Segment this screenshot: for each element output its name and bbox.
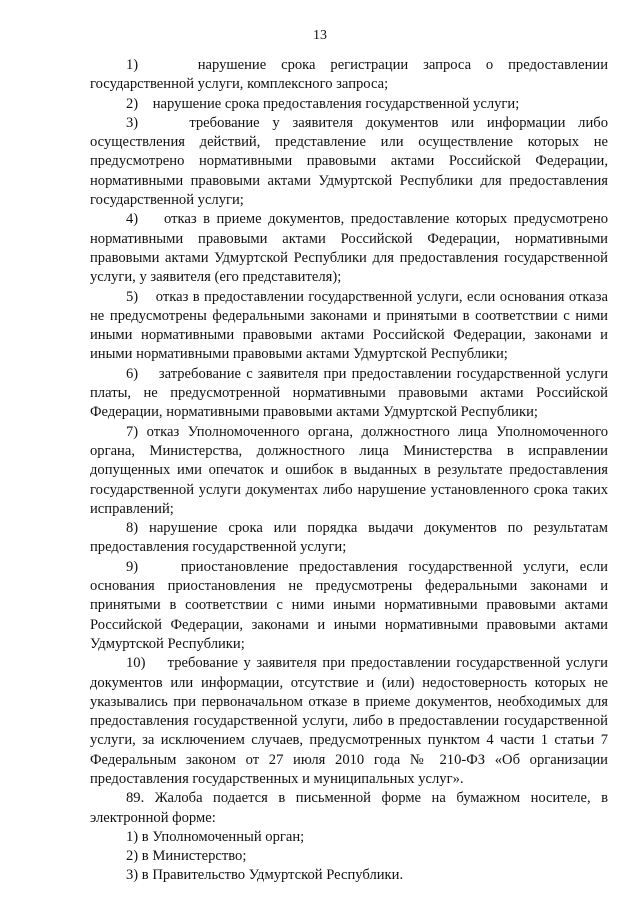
paragraph-item-10: 10) требование у заявителя при предоставлении государственной услуги документов или информации, отсутствие и (или) недостоверность которых не указывались при первоначальном отказе в приеме документов, необходимых для предоставления государственной услуги, либо в предоставлении государственной услуги, за исключением случаев, предусмотренных пунктом 4 части 1 статьи 7 Федеральным законом от 27 июля 2010 года № 210-ФЗ «Об организации предоставления государственных и муниципальных услуг». (90, 655, 608, 787)
paragraph-item-3: 3) требование у заявителя документов или информации либо осуществления действий, представление или осуществление которых не предусмотрено нормативными правовыми актами Российской Федерации, нормативными правовыми актами Удмуртской Республики для предоставления государственной услуги; (90, 114, 608, 209)
paragraph-item-4: 4) отказ в приеме документов, предоставление которых предусмотрено нормативными правовыми актами Российской Федерации, нормативными правовыми актами Удмуртской Республики для предоставления государственной услуги, у заявителя (его представителя); (90, 211, 608, 286)
paragraph-item-2: 2) нарушение срока предоставления государственной услуги; (126, 95, 520, 112)
page-number: 13 (313, 28, 327, 43)
paragraph-item-5: 5) отказ в предоставлении государственной услуги, если основания отказа не предусмотрены федеральными законами и принятыми в соответствии с ними иными нормативными правовыми актами Российской Федерации, законами и иными нормативными правовыми актами Удмуртской Республики; (90, 288, 608, 363)
paragraph-recipient-3: 3) в Правительство Удмуртской Республики. (126, 867, 404, 884)
paragraph-item-7: 7) отказ Уполномоченного органа, должностного лица Уполномоченного органа, Министерства, должностного лица Министерства в исправлении допущенных ими опечаток и ошибок в выданных в результате предоставления государственной услуги документах либо нарушение установленного срока таких исправлений; (90, 423, 608, 517)
paragraph-recipient-2: 2) в Министерство; (126, 848, 247, 865)
paragraph-item-9: 9) приостановление предоставления государственной услуги, если основания приостановления не предусмотрены федеральными законами и принятыми в соответствии с ними иными нормативными правовыми актами Российской Федерации, законами и иными нормативными правовыми актами Удмуртской Республики; (90, 558, 608, 652)
paragraph-recipient-1: 1) в Уполномоченный орган; (126, 828, 305, 845)
paragraph-item-6: 6) затребование с заявителя при предоставлении государственной услуги платы, не предусмотренной нормативными правовыми актами Российской Федерации, нормативными правовыми актами Удмуртской Республики; (90, 365, 608, 421)
document-body (90, 56, 608, 886)
paragraph-item-8: 8) нарушение срока или порядка выдачи документов по результатам предоставления государственной услуги; (90, 520, 608, 556)
paragraph-item-1: 1) нарушение срока регистрации запроса о предоставлении государственной услуги, комплексного запроса; (90, 57, 608, 93)
paragraph-section-89: 89. Жалоба подается в письменной форме на бумажном носителе, в электронной форме: (90, 790, 608, 826)
